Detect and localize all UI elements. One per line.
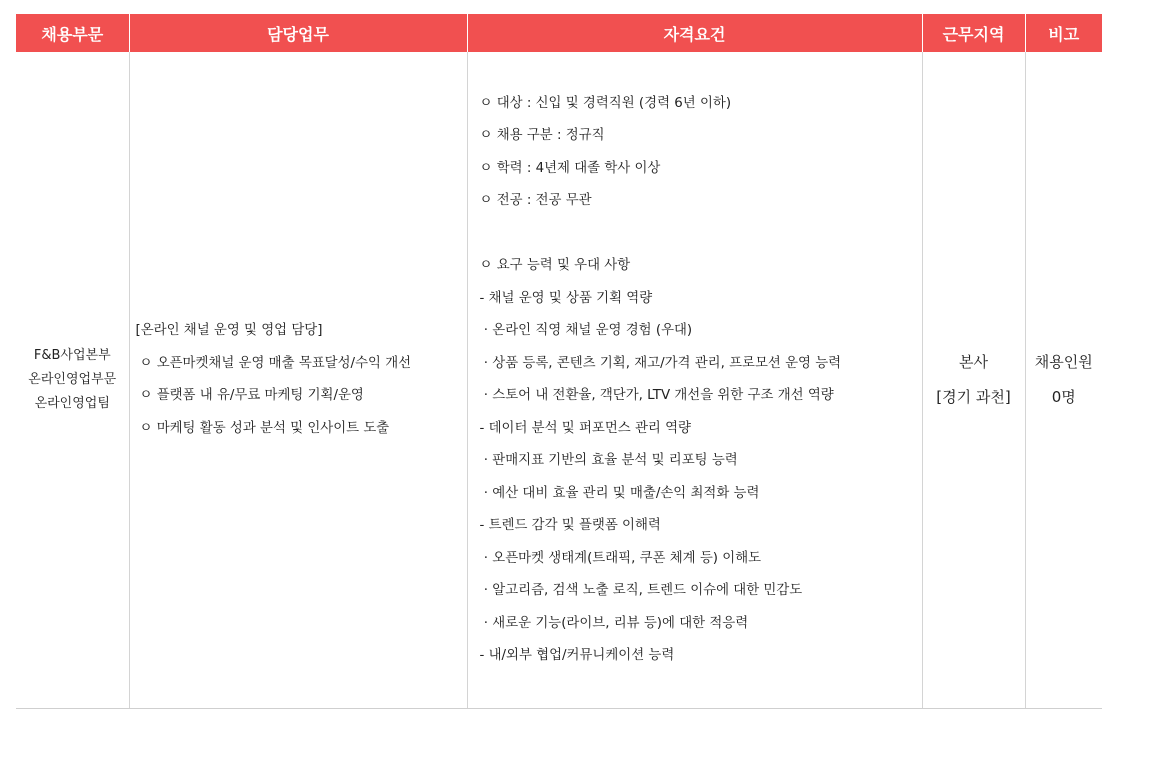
requirement-item: - 데이터 분석 및 퍼포먼스 관리 역량	[479, 420, 691, 436]
department-division: F&B사업본부	[33, 348, 111, 363]
table-header-row	[16, 14, 1102, 52]
requirement-item: · 오픈마켓 생태계(트래픽, 쿠폰 체계 등) 이해도	[479, 550, 762, 566]
table-row	[16, 52, 1102, 709]
department-team: 온라인영업팀	[34, 396, 110, 411]
spacer	[480, 218, 922, 251]
requirement-item: ㅇ 채용 구분 : 정규직	[479, 128, 605, 143]
requirements-cell	[467, 52, 922, 709]
header-note: 비고	[1025, 14, 1102, 52]
header-department: 채용부문	[16, 14, 129, 52]
note-label: 채용인원	[1034, 353, 1093, 371]
location-name: 본사	[959, 353, 988, 371]
header-duties: 담당업무	[129, 14, 467, 52]
requirement-item: · 예산 대비 효율 관리 및 매출/손익 최적화 능력	[479, 485, 760, 501]
header-location: 근무지역	[922, 14, 1025, 52]
location-region: [경기 과천]	[936, 388, 1011, 406]
requirement-item: - 트렌드 감각 및 플랫폼 이해력	[479, 518, 661, 533]
department-cell	[16, 52, 129, 709]
requirement-item: ㅇ 대상 : 신입 및 경력직원 (경력 6년 이하)	[479, 95, 732, 111]
location-cell	[922, 52, 1025, 709]
requirement-item: · 판매지표 기반의 효율 분석 및 리포팅 능력	[479, 453, 738, 468]
department-section: 온라인영업부문	[28, 372, 117, 387]
duty-item: ㅇ 오픈마켓채널 운영 매출 목표달성/수익 개선	[139, 355, 412, 371]
requirement-item: ㅇ 전공 : 전공 무관	[479, 193, 592, 208]
duties-title: [온라인 채널 운영 및 영업 담당]	[135, 323, 323, 338]
requirement-item: - 채널 운영 및 상품 기획 역량	[479, 290, 653, 306]
requirement-item: - 내/외부 협업/커뮤니케이션 능력	[479, 648, 675, 663]
duty-item: ㅇ 플랫폼 내 유/무료 마케팅 기획/운영	[139, 388, 364, 403]
job-posting-table	[16, 14, 1102, 709]
requirement-item: · 알고리즘, 검색 노출 로직, 트렌드 이슈에 대한 민감도	[479, 583, 803, 598]
duties-cell	[129, 52, 467, 709]
note-count: 0명	[1051, 388, 1076, 406]
requirement-item: · 온라인 직영 채널 운영 경험 (우대)	[479, 323, 693, 338]
note-cell	[1025, 52, 1102, 709]
requirement-item: ㅇ 학력 : 4년제 대졸 학사 이상	[479, 160, 661, 176]
requirement-item: · 새로운 기능(라이브, 리뷰 등)에 대한 적응력	[479, 615, 749, 631]
duty-item: ㅇ 마케팅 활동 성과 분석 및 인사이트 도출	[139, 420, 390, 436]
requirement-item: ㅇ 요구 능력 및 우대 사항	[479, 258, 631, 273]
header-requirements: 자격요건	[467, 14, 922, 52]
requirement-item: · 스토어 내 전환율, 객단가, LTV 개선을 위한 구조 개선 역량	[479, 388, 834, 403]
requirement-item: · 상품 등록, 콘텐츠 기획, 재고/가격 관리, 프로모션 운영 능력	[479, 355, 842, 371]
